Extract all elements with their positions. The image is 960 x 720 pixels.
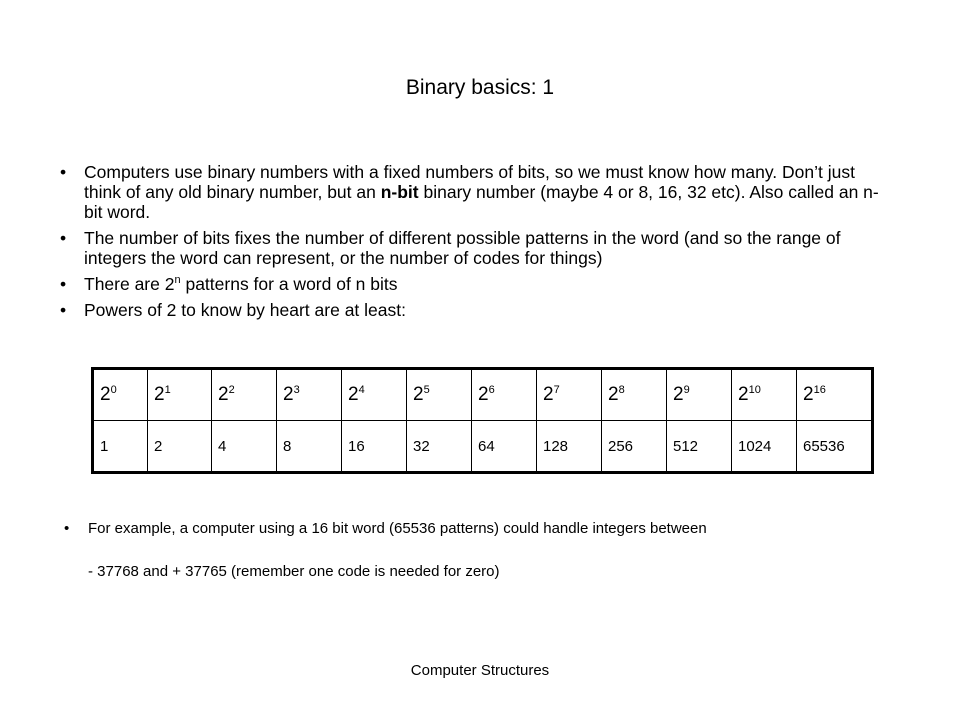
- value-cell: 1024: [732, 421, 797, 473]
- bullet-dot: •: [60, 274, 67, 294]
- power-cell: $2^2$: [212, 369, 277, 421]
- power-cell: $2^9$: [667, 369, 732, 421]
- slide-title: Binary basics: 1: [405, 76, 555, 99]
- bullet-text: The number of bits fixes the number of different possible patterns in the word (and so the range of integers the word can represent, or the number of codes for things): [84, 228, 841, 268]
- values-row: [93, 421, 873, 473]
- bullet-item: [56, 300, 886, 320]
- example-block: [60, 520, 920, 580]
- value-cell: 1: [93, 421, 148, 473]
- bullet-item: [56, 274, 886, 294]
- slide-footer: Computer Structures: [410, 662, 550, 679]
- value-cell: 256: [602, 421, 667, 473]
- value-cell: 512: [667, 421, 732, 473]
- value-cell: 2: [148, 421, 212, 473]
- value-cell: 8: [277, 421, 342, 473]
- bullet-superscript: n: [174, 274, 181, 286]
- value-cell: 65536: [797, 421, 873, 473]
- value-cell: 4: [212, 421, 277, 473]
- value-cell: 16: [342, 421, 407, 473]
- bullet-list: [56, 162, 886, 326]
- bullet-text: binary number (maybe 4 or 8, 16, 32 etc). Also called an n-bit word.: [84, 182, 879, 222]
- example-range-text: - 37768 and + 37765 (remember one code is needed for zero): [88, 563, 500, 580]
- bullet-dot: •: [60, 228, 67, 248]
- bullet-text: Computers use binary numbers with a fixed numbers of bits, so we must know how many. Don’t just think of any old binary number, but an: [84, 162, 855, 202]
- bullet-text: Powers of 2 to know by heart are at least:: [84, 300, 406, 320]
- power-cell: $2^1$: [148, 369, 212, 421]
- power-cell: $2^8$: [602, 369, 667, 421]
- powers-row: [93, 369, 873, 421]
- example-bullet: [60, 520, 920, 537]
- bullet-dot: •: [60, 300, 67, 320]
- power-cell: $2^0$: [93, 369, 148, 421]
- value-cell: 64: [472, 421, 537, 473]
- power-cell: $2^5$: [407, 369, 472, 421]
- power-cell: $2^4$: [342, 369, 407, 421]
- powers-of-two-table: [91, 367, 874, 474]
- bullet-dot: •: [64, 520, 70, 537]
- power-cell: $2^7$: [537, 369, 602, 421]
- power-cell: $2^6$: [472, 369, 537, 421]
- example-text: For example, a computer using a 16 bit word (65536 patterns) could handle integers between: [88, 520, 707, 537]
- bullet-item: [56, 162, 886, 222]
- power-cell: $2^3$: [277, 369, 342, 421]
- bullet-item: [56, 228, 886, 268]
- bullet-dot: •: [60, 162, 67, 182]
- bullet-text: patterns for a word of n bits: [180, 274, 398, 294]
- value-cell: 128: [537, 421, 602, 473]
- bullet-bold-term: n-bit: [380, 182, 419, 202]
- value-cell: 32: [407, 421, 472, 473]
- power-cell: $2^{16}$: [797, 369, 873, 421]
- bullet-text: There are 2: [84, 274, 175, 294]
- power-cell: $2^{10}$: [732, 369, 797, 421]
